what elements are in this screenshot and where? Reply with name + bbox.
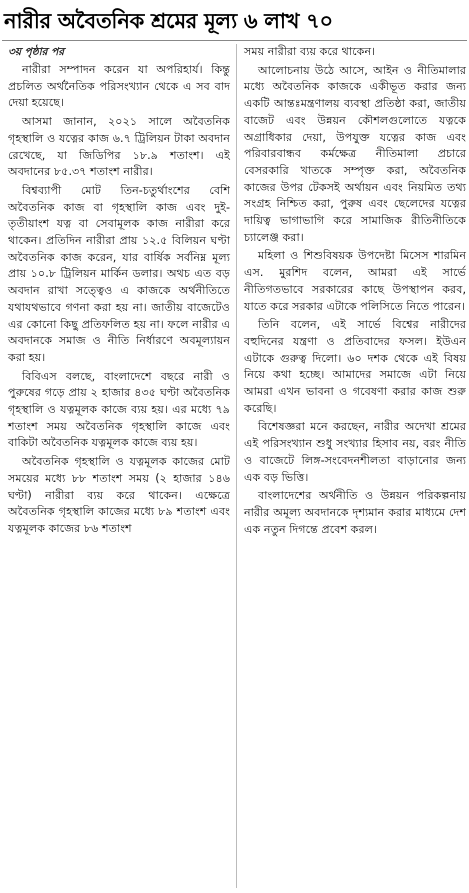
column-divider [236, 44, 237, 888]
paragraph: তিনি বলেন, এই সার্ভে বিশ্বের নারীদের বহুদিনের যন্ত্রণা ও প্রতিবাদের ফসল। ইউএন এটাকে গুরুত্ব দিলো। ৬০ দশক থেকে এই বিষয় নিয়ে কথা হচ্ছে। আমাদের সমাজে এটা নিয়ে আমরা এখন ভাবনা ও গবেষণা করার কাজ শুরু করেছি। [244, 318, 466, 415]
article-headline: নারীর অবৈতনিক শ্রমের মূল্য ৬ লাখ ৭০ [4, 9, 333, 33]
paragraph: আলোচনায় উঠে আসে, আইন ও নীতিমালার মধ্যে অবৈতনিক কাজকে একীভূত করার জন্য একটি আন্তঃমন্ত্রণালয় ব্যবস্থা প্রতিষ্ঠা করা, জাতীয় বাজেট এবং উন্নয়ন কৌশলগুলোতে যত্নকে অগ্রাধিকার দেয়া, উপযুক্ত যত্নের কাজ এবং পরিবারবান্ধব কর্মক্ষেত্র নীতিমালা প্রচারে বেসরকারি খাতকে সম্পৃক্ত করা, অবৈতনিক কাজের উপর টেকসই অর্থায়ন এবং নিয়মিত তথ্য সংগ্রহ নিশ্চিত করা, পুরুষ এবং ছেলেদের যত্নের দায়িত্ব ভাগাভাগি করে সামাজিক রীতিনীতিকে চ্যালেঞ্জ করা। [244, 63, 466, 244]
continuation-kicker: ৩য় পৃষ্ঠার পর [8, 46, 65, 58]
paragraph: বিবিএস বলছে, বাংলাদেশে বছরে নারী ও পুরুষের গড়ে প্রায় ২ হাজার ৪৩৫ ঘণ্টা অবৈতনিক গৃহস্থালি ও যত্নমূলক কাজে ব্যয় হয়। এর মধ্যে ৭৯ শতাংশ সময় অবৈতনিক গৃহস্থালি কাজে এবং বাকিটা অবৈতনিক যত্নমূলক কাজে ব্যয় হয়। [8, 369, 230, 450]
paragraph: বিশেষজ্ঞরা মনে করছেন, নারীর অদেখা শ্রমের এই পরিসংখ্যান শুধু সংখ্যার হিসাব নয়, বরং নীতি ও বাজেটে লিঙ্গ-সংবেদনশীলতা বাড়ানোর জন্য এক বড় ভিত্তি। [244, 420, 466, 484]
paragraph: মহিলা ও শিশুবিষয়ক উপদেষ্টা মিসেস শারমিন এস. মুরশিদ বলেন, আমরা এই সার্ভে নীতিগতভাবে সরকারের কাছে উপস্থাপন করব, যাতে করে সরকার এটাকে পলিসিতে নিতে পারেন। [244, 249, 466, 313]
paragraph: সময় নারীরা ব্যয় করে থাকেন। [244, 45, 376, 58]
paragraph: আসমা জানান, ২০২১ সালে অবৈতনিক গৃহস্থালি ও যত্নের কাজ ৬.৭ ট্রিলিয়ন টাকা অবদান রেখেছে, যা জিডিপির ১৮.৯ শতাংশ। এই অবদানের ৮৫.৩৭ শতাংশ নারীর। [8, 115, 230, 179]
paragraph: নারীরা সম্পাদন করেন যা অপরিহার্য। কিন্তু প্রচলিত অর্থনৈতিক পরিসংখ্যান থেকে এ সব বাদ দেয়া হয়েছে। [8, 63, 230, 110]
paragraph: বিশ্বব্যাপী মোট তিন-চতুর্থাংশের বেশি অবৈতনিক কাজ বা গৃহস্থালি কাজ এবং দুই-তৃতীয়াংশ যত্ন বা সেবামূলক কাজ নারীরা করে থাকেন। প্রতিদিন নারীরা প্রায় ১২.৫ বিলিয়ন ঘণ্টা অবৈতনিক কাজ করেন, যার বার্ষিক সর্বনিম্ন মূল্য প্রায় ১০.৮ ট্রিলিয়ন মার্কিন ডলার। অথচ এত বড় অবদান রাখা সত্ত্বেও এ কাজকে অর্থনীতিতে যথাযথভাবে গণনা করা হয় না। জাতীয় বাজেটেও এর কোনো কিছু প্রতিফলিত হয় না। ফলে নারীর এ অবদানকে সমাজ ও নীতি নির্ধারণে অবমূল্যায়ন করা হয়। [8, 183, 230, 364]
paragraph: বাংলাদেশের অর্থনীতি ও উন্নয়ন পরিকল্পনায় নারীর অমূল্য অবদানকে দৃশ্যমান করার মাধ্যমে দেশ এক নতুন দিগন্তে প্রবেশ করল। [244, 489, 466, 536]
paragraph: অবৈতনিক গৃহস্থালি ও যত্নমূলক কাজের মোট সময়ের মধ্যে ৮৮ শতাংশ সময় (২ হাজার ১৪৬ ঘণ্টা) নারীরা ব্যয় করে থাকেন। এক্ষেত্রে অবৈতনিক গৃহস্থালি কাজের মধ্যে ৮৯ শতাংশ এবং যত্নমূলক কাজের ৮৬ শতাংশ [8, 455, 230, 535]
right-column [244, 44, 466, 540]
headline-rule [2, 40, 467, 41]
left-column [8, 44, 230, 540]
